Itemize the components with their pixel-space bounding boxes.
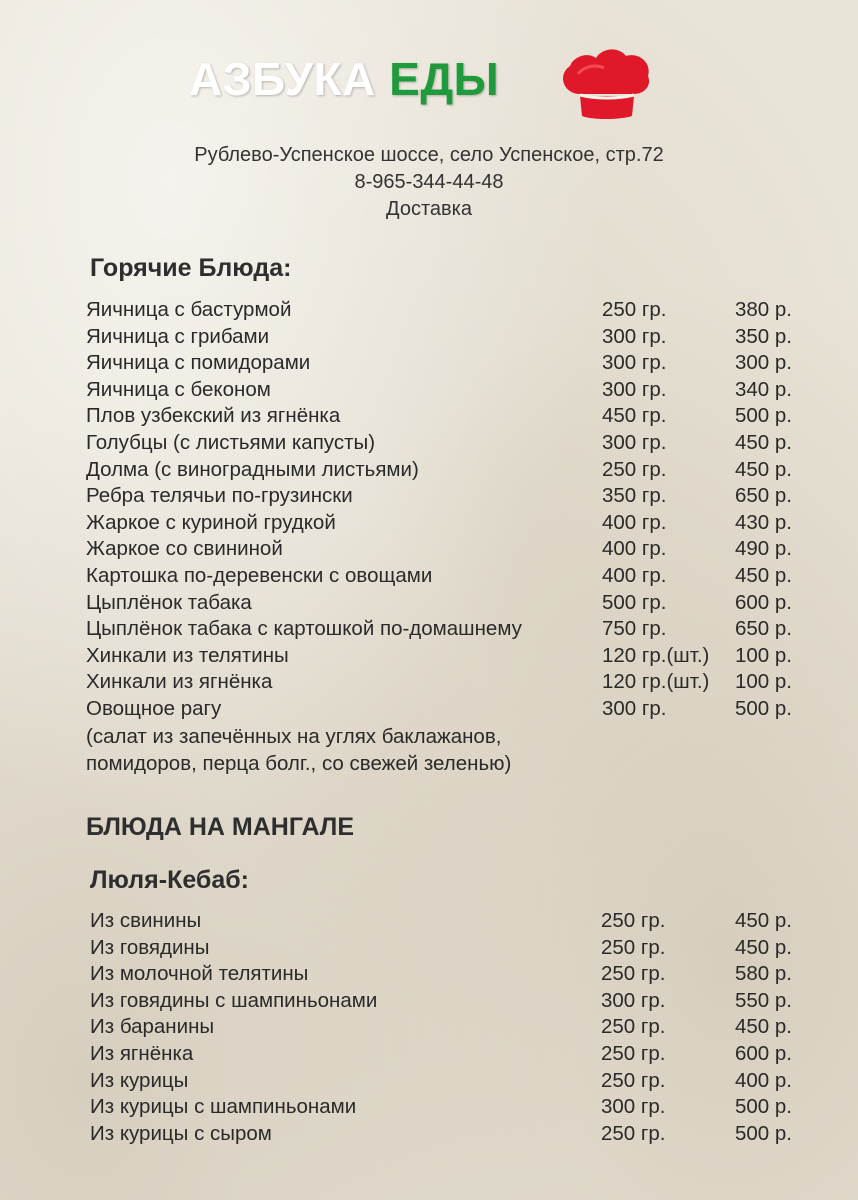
section-title-grill: БЛЮДА НА МАНГАЛЕ (86, 813, 355, 841)
lula-kebab-list (0, 909, 858, 1148)
dish-weight: 250 гр. (601, 1121, 666, 1145)
section-title-hot-dishes: Горячие Блюда: (90, 254, 292, 282)
dish-description-line: помидоров, перца болг., со свежей зеленью) (86, 752, 512, 775)
dish-weight: 400 гр. (602, 563, 667, 587)
dish-weight: 250 гр. (601, 1068, 666, 1092)
menu-item (0, 697, 858, 724)
dish-name: Плов узбекский из ягнёнка (86, 404, 341, 428)
dish-name: Из курицы с шампиньонами (90, 1095, 357, 1119)
dish-price: 450 р. (735, 430, 792, 454)
delivery: Доставка (386, 198, 472, 220)
menu-item (0, 1015, 858, 1042)
address: Рублево-Успенское шоссе, село Успенское, стр.72 (194, 144, 664, 166)
dish-weight: 250 гр. (601, 1041, 666, 1065)
menu-item (0, 617, 858, 644)
dish-price: 500 р. (735, 696, 792, 720)
dish-weight: 350 гр. (602, 484, 667, 508)
dish-price: 100 р. (735, 670, 792, 694)
phone: 8-965-344-44-48 (354, 171, 504, 193)
menu-item (0, 404, 858, 431)
dish-name: Из говядины (90, 935, 210, 959)
brand-title (189, 52, 499, 106)
dish-weight: 300 гр. (602, 324, 667, 348)
dish-name: Яичница с беконом (86, 377, 271, 401)
menu-item (0, 989, 858, 1016)
menu-item (0, 909, 858, 936)
dish-price: 380 р. (735, 298, 792, 321)
dish-price: 490 р. (735, 537, 792, 561)
dish-price: 580 р. (735, 962, 792, 986)
dish-price: 430 р. (735, 510, 792, 534)
menu-item (0, 325, 858, 352)
menu-item (0, 431, 858, 458)
dish-name: Жаркое со свининой (86, 537, 283, 561)
dish-weight: 300 гр. (602, 430, 667, 454)
dish-price: 450 р. (735, 457, 792, 481)
dish-weight: 750 гр. (602, 617, 667, 641)
dish-name: Из молочной телятины (90, 962, 309, 986)
dish-price: 600 р. (735, 590, 792, 614)
menu-item (0, 351, 858, 378)
dish-name: Яичница с грибами (86, 324, 270, 348)
dish-price: 500 р. (735, 404, 792, 428)
brand-word-1: АЗБУКА (189, 53, 376, 105)
dish-weight: 300 гр. (602, 351, 667, 375)
dish-weight: 400 гр. (602, 537, 667, 561)
dish-weight: 300 гр. (602, 377, 667, 401)
dish-weight: 120 гр.(шт.) (602, 670, 710, 694)
menu-item (0, 936, 858, 963)
dish-price: 550 р. (735, 988, 792, 1012)
dish-name: Овощное рагу (86, 696, 222, 720)
menu-item (0, 591, 858, 618)
dish-name: Долма (с виноградными листьями) (86, 457, 419, 481)
brand-word-2: ЕДЫ (389, 53, 500, 105)
dish-description (86, 723, 511, 777)
dish-weight: 250 гр. (601, 962, 666, 986)
menu-item (0, 670, 858, 697)
dish-price: 650 р. (735, 617, 792, 641)
dish-name: Картошка по-деревенски с овощами (86, 563, 433, 587)
dish-weight: 250 гр. (602, 298, 667, 321)
dish-name: Голубцы (с листьями капусты) (86, 430, 376, 454)
dish-price: 450 р. (735, 935, 792, 959)
dish-weight: 250 гр. (601, 1015, 666, 1039)
dish-weight: 250 гр. (602, 457, 667, 481)
dish-weight: 450 гр. (602, 404, 667, 428)
dish-price: 100 р. (735, 643, 792, 667)
dish-price: 340 р. (735, 377, 792, 401)
dish-price: 500 р. (735, 1121, 792, 1145)
dish-name: Цыплёнок табака с картошкой по-домашнему (86, 617, 522, 641)
dish-name: Жаркое с куриной грудкой (86, 510, 336, 534)
menu-item (0, 484, 858, 511)
dish-name: Ребра телячьи по-грузински (86, 484, 353, 508)
subsection-title-lula-kebab: Люля-Кебаб: (90, 866, 250, 894)
dish-weight: 500 гр. (602, 590, 667, 614)
dish-name: Хинкали из телятины (86, 643, 289, 667)
dish-price: 500 р. (735, 1095, 792, 1119)
dish-weight: 250 гр. (601, 935, 666, 959)
contact-block (0, 142, 858, 223)
chef-hat-icon (556, 44, 654, 120)
dish-weight: 300 гр. (601, 1095, 666, 1119)
dish-weight: 400 гр. (602, 510, 667, 534)
dish-price: 600 р. (735, 1041, 792, 1065)
dish-name: Цыплёнок табака (86, 590, 252, 614)
menu-item (0, 962, 858, 989)
menu-item (0, 1042, 858, 1069)
dish-price: 450 р. (735, 909, 792, 932)
dish-name: Из ягнёнка (90, 1041, 194, 1065)
dish-name: Яичница с бастурмой (86, 298, 292, 321)
dish-name: Из говядины с шампиньонами (90, 988, 378, 1012)
dish-price: 650 р. (735, 484, 792, 508)
dish-price: 450 р. (735, 1015, 792, 1039)
dish-name: Яичница с помидорами (86, 351, 311, 375)
menu-item (0, 1095, 858, 1122)
menu-item (0, 1122, 858, 1149)
menu-item (0, 511, 858, 538)
menu-item (0, 564, 858, 591)
dish-weight: 300 гр. (601, 988, 666, 1012)
dish-name: Из курицы с сыром (90, 1121, 272, 1145)
hot-dishes-list (0, 298, 858, 724)
menu-item (0, 537, 858, 564)
dish-price: 300 р. (735, 351, 792, 375)
menu-item (0, 1069, 858, 1096)
dish-weight: 300 гр. (602, 696, 667, 720)
dish-price: 400 р. (735, 1068, 792, 1092)
menu-item (0, 298, 858, 325)
dish-name: Из баранины (90, 1015, 215, 1039)
dish-name: Хинкали из ягнёнка (86, 670, 273, 694)
dish-price: 350 р. (735, 324, 792, 348)
dish-description-line: (салат из запечённых на углях баклажанов, (86, 725, 502, 748)
dish-name: Из свинины (90, 909, 202, 932)
menu-item (0, 644, 858, 671)
dish-weight: 120 гр.(шт.) (602, 643, 710, 667)
menu-item (0, 458, 858, 485)
dish-name: Из курицы (90, 1068, 189, 1092)
menu-item (0, 378, 858, 405)
dish-weight: 250 гр. (601, 909, 666, 932)
dish-price: 450 р. (735, 563, 792, 587)
